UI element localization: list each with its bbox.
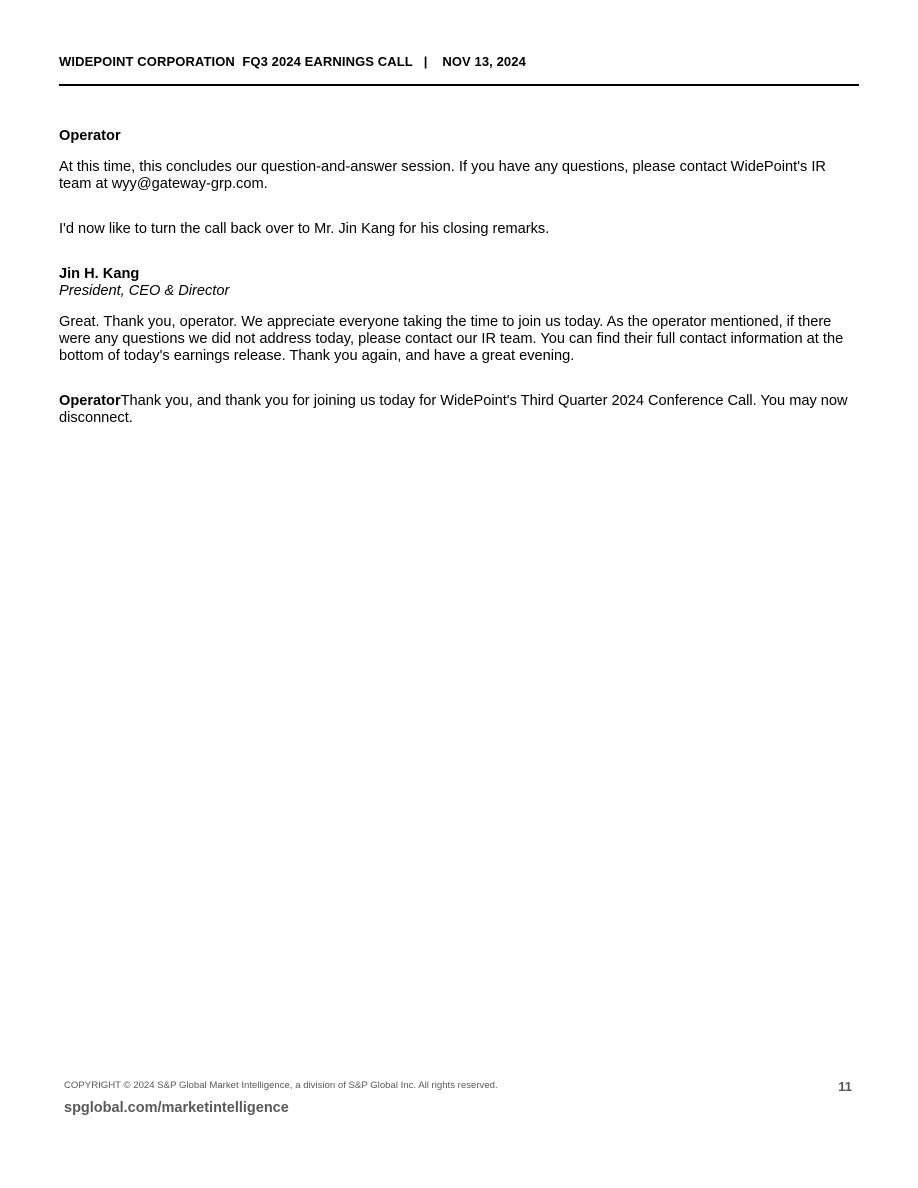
transcript-section-operator-2 — [59, 393, 859, 427]
transcript-paragraph-inline — [59, 393, 859, 427]
speaker-name: Jin H. Kang — [59, 266, 140, 282]
header-divider — [59, 84, 859, 86]
speaker-name: Operator — [59, 128, 121, 144]
transcript-section-operator-1 — [59, 128, 859, 238]
speaker-name: Operator — [59, 393, 121, 409]
speaker-title: President, CEO & Director — [59, 283, 230, 299]
transcript-paragraph: I'd now like to turn the call back over to Mr. Jin Kang for his closing remarks. — [59, 221, 550, 237]
transcript-paragraph: Great. Thank you, operator. We appreciate everyone taking the time to join us today. As the operator mentioned, if there were any questions we did not address today, please contact our IR team. You can find their full contact information at the bottom of today's earnings release. Thank you again, and have a great evening. — [59, 314, 844, 364]
footer-url: spglobal.com/marketintelligence — [64, 1100, 289, 1116]
document-header: WIDEPOINT CORPORATION FQ3 2024 EARNINGS CALL | NOV 13, 2024 — [59, 54, 526, 69]
page-number: 11 — [838, 1079, 852, 1094]
footer-copyright: COPYRIGHT © 2024 S&P Global Market Intelligence, a division of S&P Global Inc. All rights reserved. — [64, 1080, 498, 1091]
transcript-body — [59, 128, 859, 427]
transcript-section-jin-kang — [59, 266, 859, 365]
transcript-paragraph: At this time, this concludes our question-and-answer session. If you have any questions, please contact WidePoint's IR team at wyy@gateway-grp.com. — [59, 159, 826, 192]
transcript-paragraph-text: Thank you, and thank you for joining us today for WidePoint's Third Quarter 2024 Conference Call. You may now disconnect. — [59, 393, 848, 426]
